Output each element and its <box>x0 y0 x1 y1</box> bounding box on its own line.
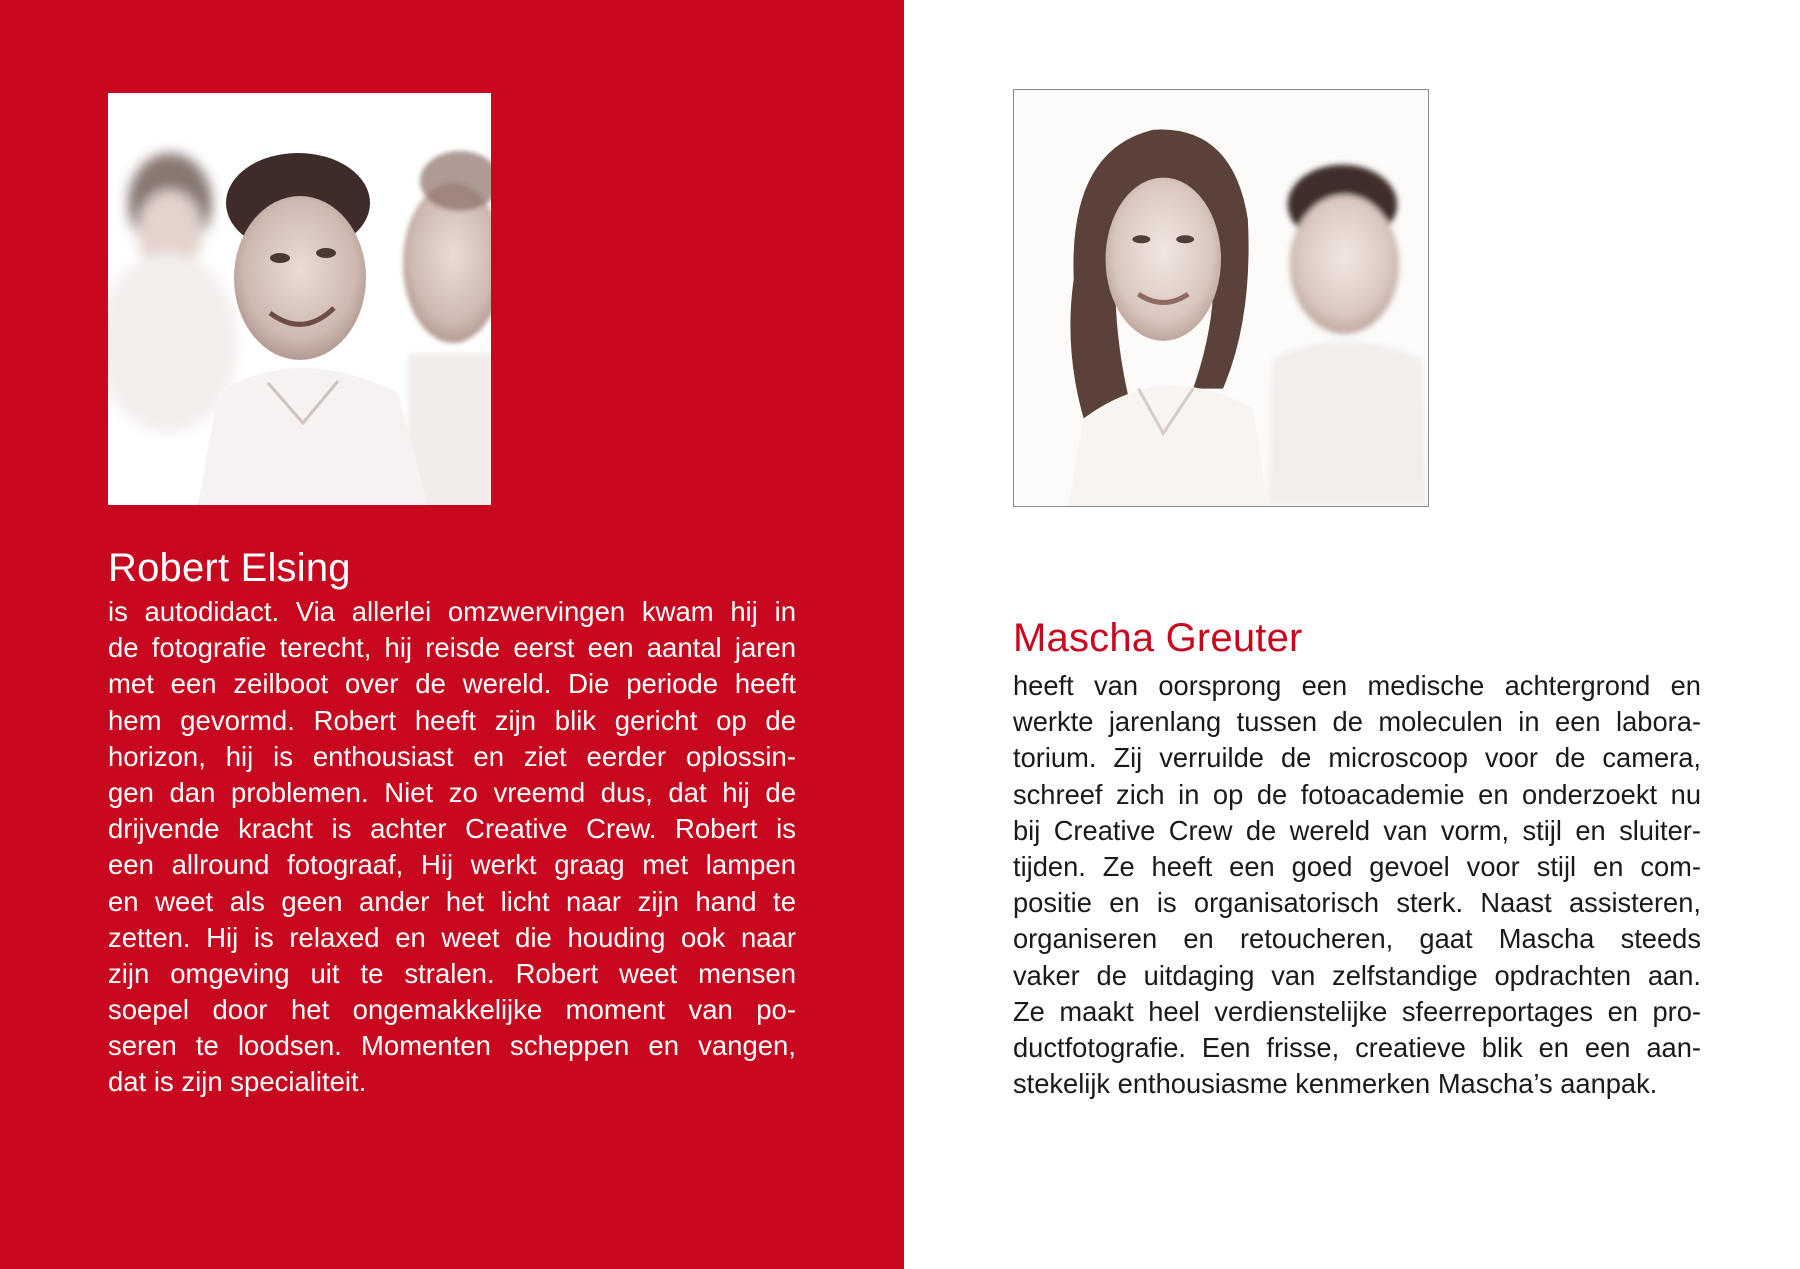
bio-line: werkte jarenlang tussen de moleculen in een labora- <box>1013 706 1701 738</box>
bio-line: zetten. Hij is relaxed en weet die houding ook naar <box>108 921 796 953</box>
mascha-greuter-photo <box>1013 89 1429 507</box>
bio-line: positie en is organisatorisch sterk. Naast assisteren, <box>1013 887 1701 919</box>
bio-line: vaker de uitdaging van zelfstandige opdrachten aan. <box>1013 959 1701 991</box>
bio-line: bij Creative Crew de wereld van vorm, stijl en sluiter- <box>1013 814 1701 846</box>
robert-elsing-bio <box>108 594 796 1101</box>
bio-line: horizon, hij is enthousiast en ziet eerder oplossin- <box>108 740 796 772</box>
bio-line: heeft van oorsprong een medische achtergrond en <box>1013 670 1701 701</box>
bio-line: gen dan problemen. Niet zo vreemd dus, dat hij de <box>108 776 796 808</box>
bio-line: met een zeilboot over de wereld. Die periode heeft <box>108 668 796 700</box>
bio-line: seren te loodsen. Momenten scheppen en vangen, <box>108 1030 796 1062</box>
bio-line: dat is zijn specialiteit. <box>108 1066 367 1098</box>
bio-line: stekelijk enthousiasme kenmerken Mascha’s aanpak. <box>1013 1068 1658 1100</box>
bio-line: zijn omgeving uit te stralen. Robert weet mensen <box>108 957 796 989</box>
bio-line: de fotografie terecht, hij reisde eerst een aantal jaren <box>108 632 796 664</box>
bio-line: organiseren en retoucheren, gaat Mascha steeds <box>1013 923 1701 955</box>
bio-line: ductfotografie. Een frisse, creatieve blik en een aan- <box>1013 1031 1701 1063</box>
bio-line: torium. Zij verruilde de microscoop voor de camera, <box>1013 742 1701 774</box>
bio-line: tijden. Ze heeft een goed gevoel voor stijl en com- <box>1013 850 1701 882</box>
bio-line: is autodidact. Via allerlei omzwervingen kwam hij in <box>108 596 796 627</box>
bio-line: Ze maakt heel verdienstelijke sfeerreportages en pro- <box>1013 995 1701 1027</box>
bio-line: en weet als geen ander het licht naar zijn hand te <box>108 885 796 917</box>
robert-elsing-name: Robert Elsing <box>108 546 351 590</box>
bio-line: soepel door het ongemakkelijke moment van po- <box>108 994 796 1026</box>
mascha-greuter-bio <box>1013 668 1701 1102</box>
bio-line: hem gevormd. Robert heeft zijn blik gericht op de <box>108 704 796 736</box>
mascha-greuter-name: Mascha Greuter <box>1013 616 1303 660</box>
bio-line: een allround fotograaf, Hij werkt graag met lampen <box>108 849 796 881</box>
bio-line: schreef zich in op de fotoacademie en onderzoekt nu <box>1013 778 1701 810</box>
robert-elsing-photo <box>108 93 491 505</box>
bio-line: drijvende kracht is achter Creative Crew. Robert is <box>108 813 796 845</box>
